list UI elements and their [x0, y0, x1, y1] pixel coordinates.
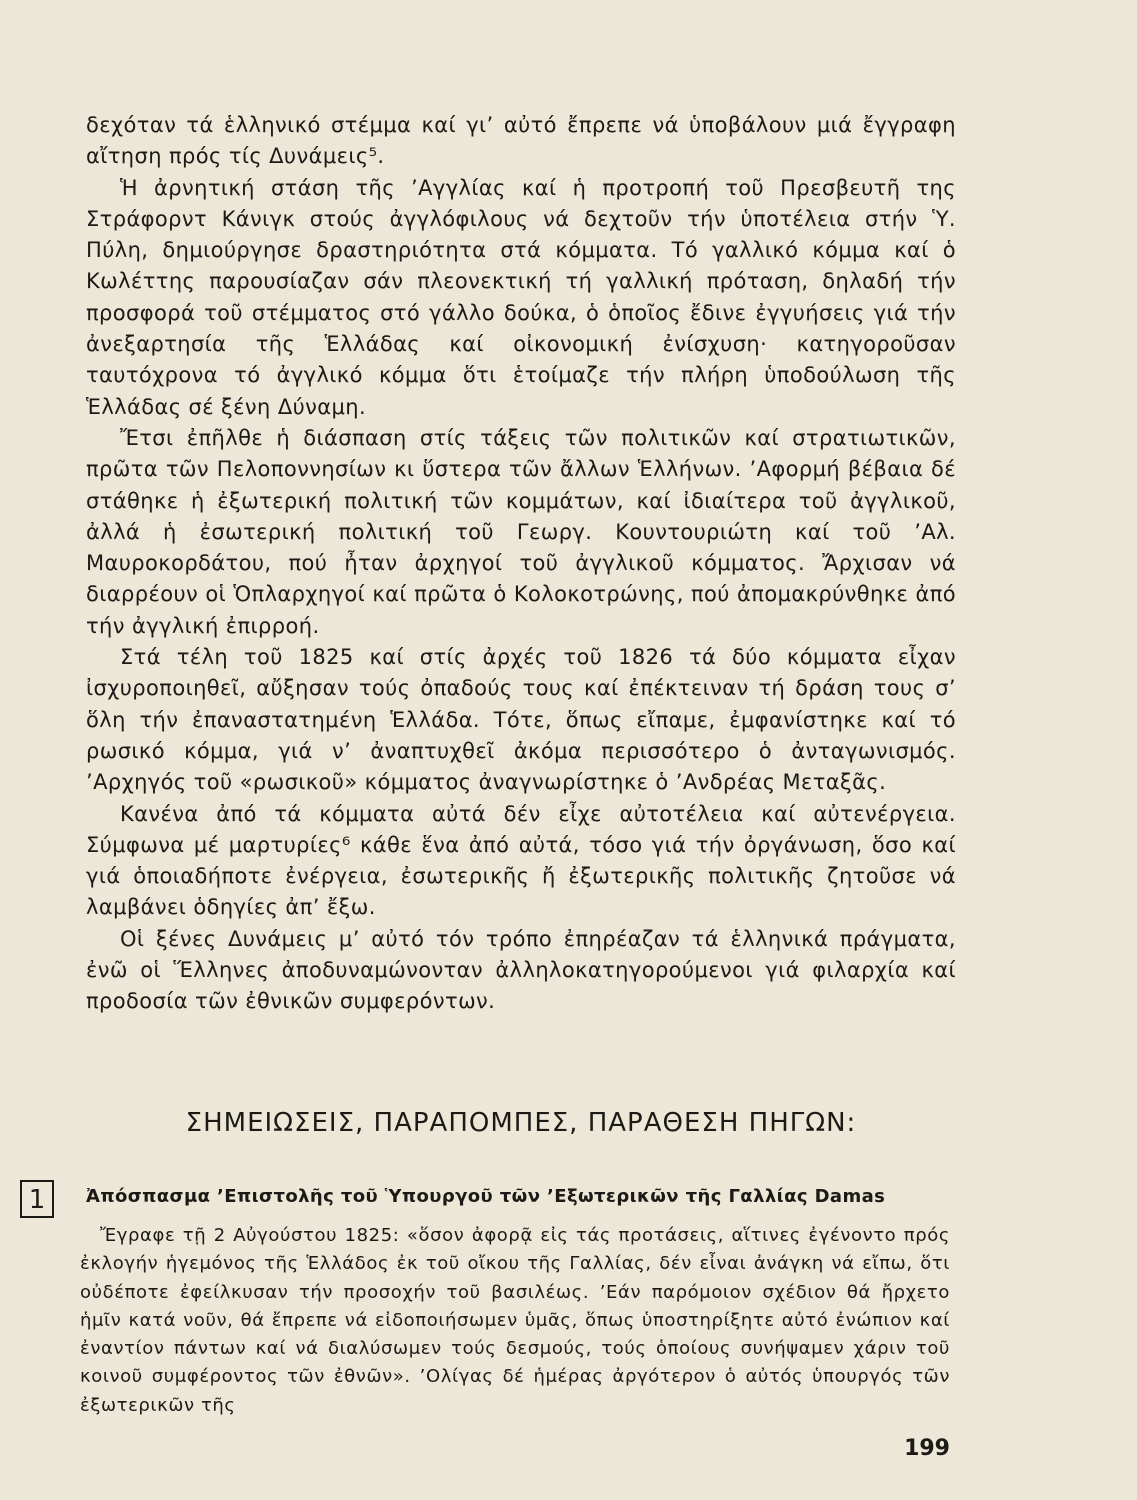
paragraph: Ἔτσι ἐπῆλθε ἡ διάσπαση στίς τάξεις τῶν πολιτικῶν καί στρατιωτικῶν, πρῶτα τῶν Πελοποννησίων κι ὕστερα τῶν ἄλλων Ἑλλήνων. ’Αφορμή βέβαια δέ στάθηκε ἡ ἐξωτερική πολιτική τῶν κομμάτων, καί ἰδιαίτερα τοῦ ἀγγλικοῦ, ἀλλά ἡ ἐσωτερική πολιτική τοῦ Γεωργ. Κουντουριώτη καί τοῦ ’Αλ. Μαυροκορδάτου, πού ἦταν ἀρχηγοί τοῦ ἀγγλικοῦ κόμματος. Ἄρχισαν νά διαρρέουν οἱ Ὁπλαρχηγοί καί πρῶτα ὁ Κολοκοτρώνης, πού ἀπομακρύνθηκε ἀπό τήν ἀγγλική ἐπιρροή. [86, 425, 956, 638]
paragraph: Κανένα ἀπό τά κόμματα αὐτά δέν εἶχε αὐτοτέλεια καί αὐτενέργεια. Σύμφωνα μέ μαρτυρίες⁶ κάθε ἕνα ἀπό αὐτά, τόσο γιά τήν ὀργάνωση, ὅσο καί γιά ὁποιαδήποτε ἐνέργεια, ἐσωτερικῆς ἤ ἐξωτερικῆς πολιτικῆς ζητοῦσε νά λαμβάνει ὁδηγίες ἀπ’ ἔξω. [86, 801, 956, 920]
paragraph: δεχόταν τά ἑλληνικό στέμμα καί γι’ αὐτό ἔπρεπε νά ὑποβάλουν μιά ἔγγραφη αἴτηση πρός τίς Δυνάμεις⁵. [86, 113, 956, 169]
note-text: Ἔγραφε τῇ 2 Αὐγούστου 1825: «ὅσον ἀφορᾷ εἰς τάς προτάσεις, αἵτινες ἐγένοντο πρός ἐκλογήν ἡγεμόνος τῆς Ἑλλάδος ἐκ τοῦ οἴκου τῆς Γαλλίας, δέν εἶναι ἀνάγκη νά εἴπω, ὅτι οὐδέποτε ἐφείλκυσαν τήν προσοχήν τοῦ βασιλέως. ’Εάν παρόμοιον σχέδιον θά ἤρχετο ἡμῖν κατά νοῦν, θά ἔπρεπε νά εἰδοποιήσωμεν ὑμᾶς, ὅπως ὑποστηρίξητε αὐτό ἐνώπιον καί ἐναντίον πάντων καί νά διαλύσωμεν τούς δεσμούς, τούς ὁποίους συνήψαμεν χάριν τοῦ κοινοῦ συμφέροντος τῶν ἐθνῶν». ’Ολίγας δέ ἡμέρας ἀργότερον ὁ αὐτός ὑπουργός τῶν ἐξωτερικῶν τῆς [80, 1225, 950, 1416]
paragraph: Ἡ ἀρνητική στάση τῆς ’Αγγλίας καί ἡ προτροπή τοῦ Πρεσβευτῆ της Στράφορντ Κάνιγκ στούς ἀγγλόφιλους νά δεχτοῦν τήν ὑποτέλεια στήν Ὑ. Πύλη, δημιούργησε δραστηριότητα στά κόμματα. Τό γαλλικό κόμμα καί ὁ Κωλέττης παρουσίαζαν σάν πλεονεκτική τή γαλλική πρόταση, δηλαδή τήν προσφορά τοῦ στέμματος στό γάλλο δούκα, ὁ ὁποῖος ἔδινε ἐγγυήσεις γιά τήν ἀνεξαρτησία τῆς Ἑλλάδας καί οἰκονομική ἐνίσχυση· κατηγοροῦσαν ταυτόχρονα τό ἀγγλικό κόμμα ὅτι ἑτοίμαζε τήν πλήρη ὑποδούλωση τῆς Ἑλλάδας σέ ξένη Δύναμη. [86, 175, 956, 419]
page-number: 199 [904, 1436, 950, 1461]
note-title: Ἀπόσπασμα ’Επιστολῆς τοῦ Ὑπουργοῦ τῶν ’Εξωτερικῶν τῆς Γαλλίας Damas [86, 1186, 886, 1207]
notes-heading: ΣΗΜΕΙΩΣΕΙΣ, ΠΑΡΑΠΟΜΠΕΣ, ΠΑΡΑΘΕΣΗ ΠΗΓΩΝ: [185, 1108, 857, 1138]
note-number-box: 1 [20, 1180, 54, 1218]
note-body [80, 1222, 950, 1420]
paragraph: Οἱ ξένες Δυνάμεις μ’ αὐτό τόν τρόπο ἐπηρέαζαν τά ἑλληνικά πράγματα, ἐνῶ οἱ Ἕλληνες ἀποδυναμώνονταν ἀλληλοκατηγορούμενοι γιά φιλαρχία καί προδοσία τῶν ἐθνικῶν συμφερόντων. [86, 926, 956, 1014]
main-text [86, 110, 956, 1018]
paragraph: Στά τέλη τοῦ 1825 καί στίς ἀρχές τοῦ 1826 τά δύο κόμματα εἶχαν ἰσχυροποιηθεῖ, αὔξησαν τούς ὀπαδούς τους καί ἐπέκτειναν τή δράση τους σ’ ὅλη τήν ἐπαναστατημένη Ἑλλάδα. Τότε, ὅπως εἴπαμε, ἐμφανίστηκε καί τό ρωσικό κόμμα, γιά ν’ ἀναπτυχθεῖ ἀκόμα περισσότερο ὁ ἀνταγωνισμός. ’Αρχηγός τοῦ «ρωσικοῦ» κόμματος ἀναγνωρίστηκε ὁ ’Ανδρέας Μεταξᾶς. [86, 645, 956, 795]
